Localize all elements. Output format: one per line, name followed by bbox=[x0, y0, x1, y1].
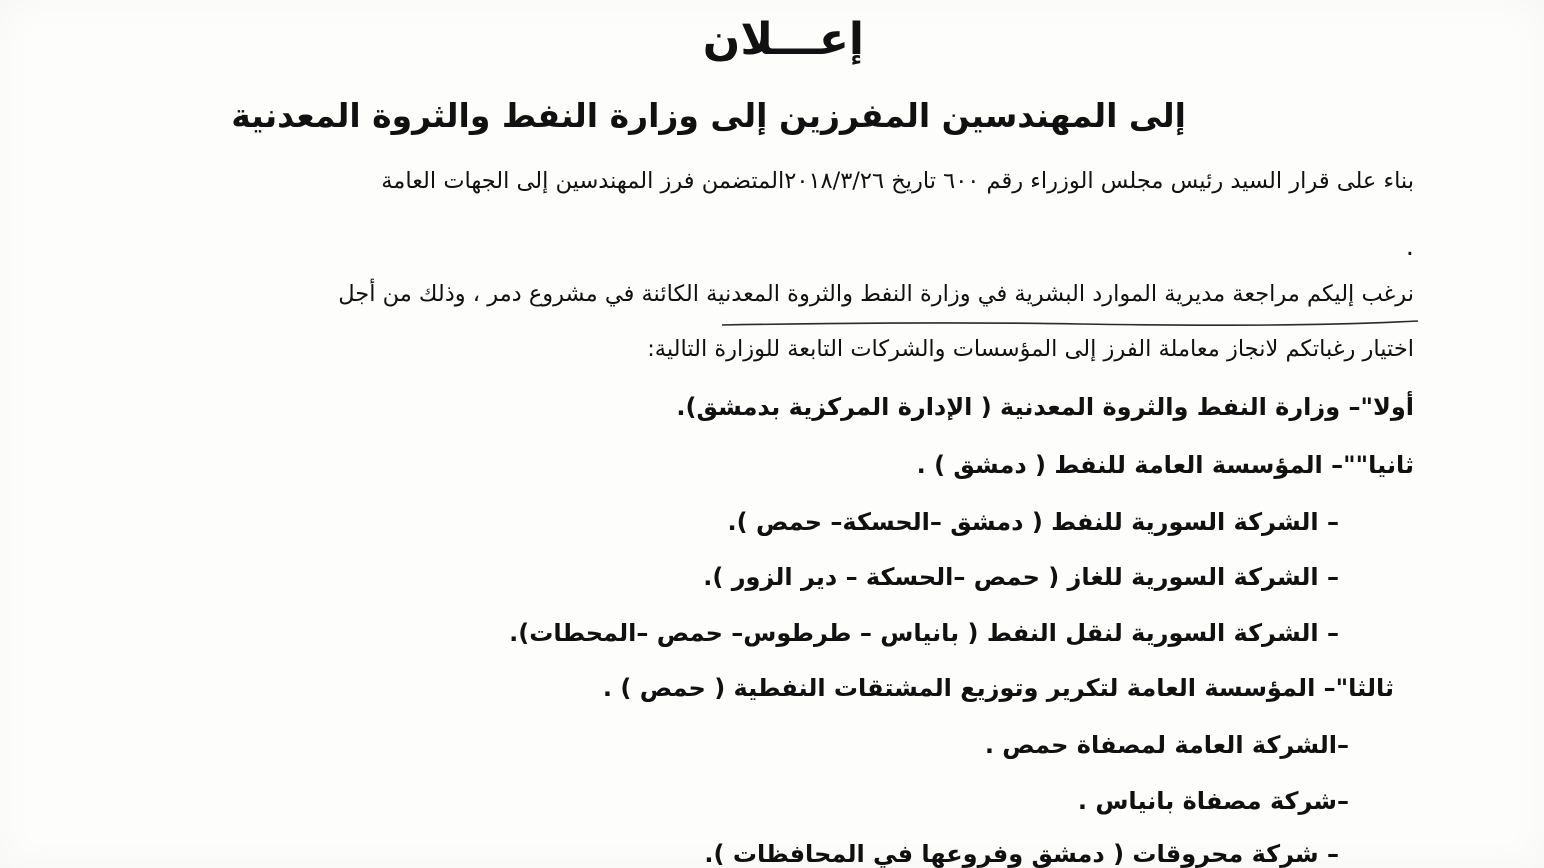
list-subitem: –شركة مصفاة بانياس . bbox=[1077, 787, 1349, 815]
list-item-first: أولا"– وزارة النفط والثروة المعدنية ( الإدارة المركزية بدمشق). bbox=[676, 393, 1414, 421]
list-subitem: –الشركة العامة لمصفاة حمص . bbox=[984, 731, 1349, 759]
list-subitem: – الشركة السورية لنقل النفط ( بانياس – طرطوس– حمص –المحطات). bbox=[509, 619, 1339, 647]
handwritten-underline bbox=[720, 318, 1420, 332]
list-subitem: – الشركة السورية للنفط ( دمشق –الحسكة– حمص ). bbox=[727, 508, 1339, 536]
list-subitem: – الشركة السورية للغاز ( حمص –الحسكة – دير الزور ). bbox=[703, 563, 1339, 591]
paragraph-decision-end: . bbox=[1405, 232, 1414, 262]
paragraph-choices: اختيار رغباتكم لانجاز معاملة الفرز إلى المؤسسات والشركات التابعة للوزارة التالية: bbox=[647, 336, 1414, 362]
list-item-third: ثالثا"– المؤسسة العامة لتكرير وتوزيع المشتقات النفطية ( حمص ) . bbox=[602, 674, 1394, 702]
announcement-subtitle: إلى المهندسين المفرزين إلى وزارة النفط والثروة المعدنية bbox=[231, 96, 1186, 135]
paragraph-decision: بناء على قرار السيد رئيس مجلس الوزراء رقم ٦٠٠ تاريخ ٢٠١٨/٣/٢٦المتضمن فرز المهندسين إلى الجهات العامة bbox=[381, 168, 1414, 194]
list-item-second: ثانيا""– المؤسسة العامة للنفط ( دمشق ) . bbox=[916, 451, 1414, 479]
list-subitem: – شركة محروقات ( دمشق وفروعها في المحافظات ). bbox=[704, 840, 1339, 868]
paragraph-request: نرغب إليكم مراجعة مديرية الموارد البشرية في وزارة النفط والثروة المعدنية الكائنة في مشروع دمر ، وذلك من أجل bbox=[338, 281, 1414, 307]
announcement-title: إعـــلان bbox=[702, 14, 864, 65]
